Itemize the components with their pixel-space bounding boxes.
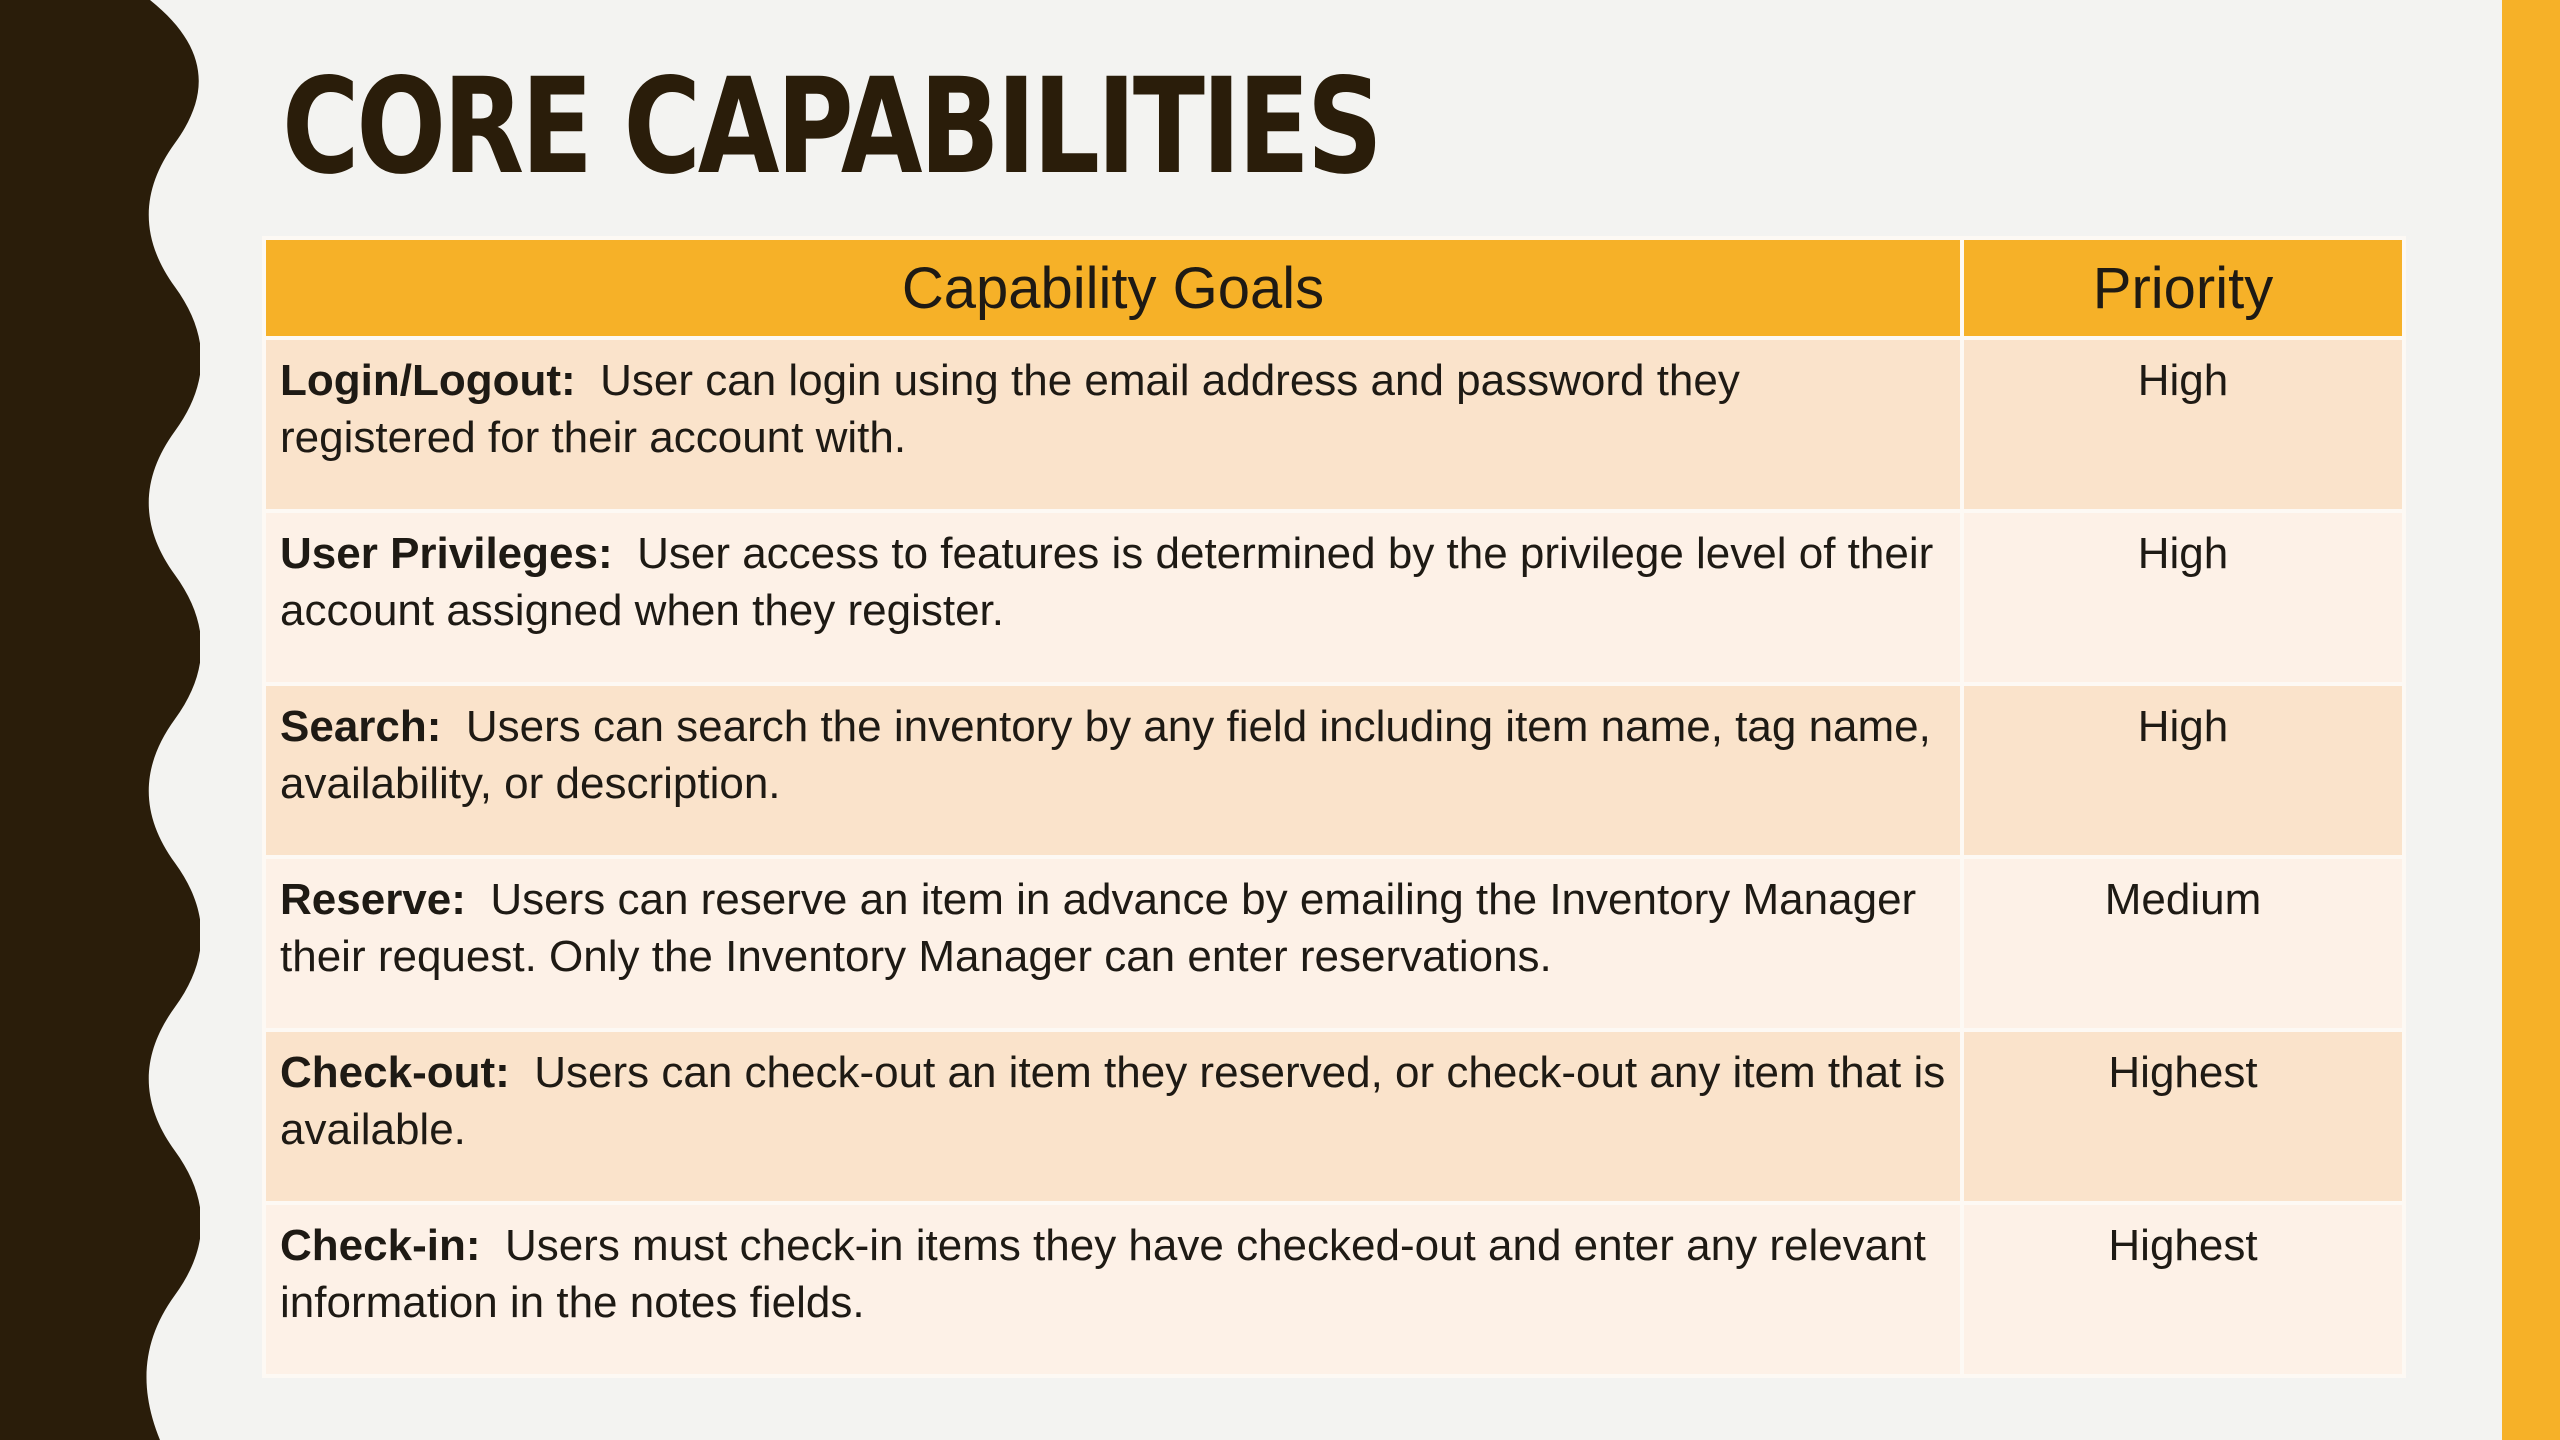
priority-cell: High [1962,338,2404,511]
capability-cell [264,1030,1962,1203]
table-row [264,857,2404,1030]
capabilities-table [262,236,2406,1378]
table-header-row [264,238,2404,338]
capability-cell [264,857,1962,1030]
header-priority: Priority [1962,238,2404,338]
capability-name: Reserve: [280,875,466,924]
header-capability-goals: Capability Goals [264,238,1962,338]
capability-description: Users can check-out an item they reserved, or check-out any item that is available. [280,1048,1946,1154]
capability-description: Users can search the inventory by any field including item name, tag name, availability, or description. [280,702,1931,808]
capability-cell [264,511,1962,684]
table-row [264,511,2404,684]
capability-name: Check-out: [280,1048,510,1097]
capability-description: User can login using the email address and password they registered for their account with. [280,356,1740,462]
priority-cell: High [1962,511,2404,684]
capability-cell [264,1203,1962,1376]
slide-title: CORE CAPABILITIES [282,50,1380,204]
table-row [264,1203,2404,1376]
table-row [264,684,2404,857]
priority-cell: Medium [1962,857,2404,1030]
capability-cell [264,684,1962,857]
capability-description: User access to features is determined by the privilege level of their account assigned when they register. [280,529,1934,635]
capability-name: Login/Logout: [280,356,576,405]
capability-cell [264,338,1962,511]
capability-name: Check-in: [280,1221,481,1270]
capability-description: Users must check-in items they have checked-out and enter any relevant information in the notes fields. [280,1221,1926,1327]
table-row [264,1030,2404,1203]
wavy-left-band [0,0,200,1440]
capability-name: Search: [280,702,442,751]
table-row [264,338,2404,511]
priority-cell: Highest [1962,1030,2404,1203]
capability-description: Users can reserve an item in advance by emailing the Inventory Manager their request. Only the Inventory Manager can enter reservations. [280,875,1917,981]
capability-name: User Privileges: [280,529,613,578]
right-accent-bar [2502,0,2560,1440]
priority-cell: High [1962,684,2404,857]
priority-cell: Highest [1962,1203,2404,1376]
